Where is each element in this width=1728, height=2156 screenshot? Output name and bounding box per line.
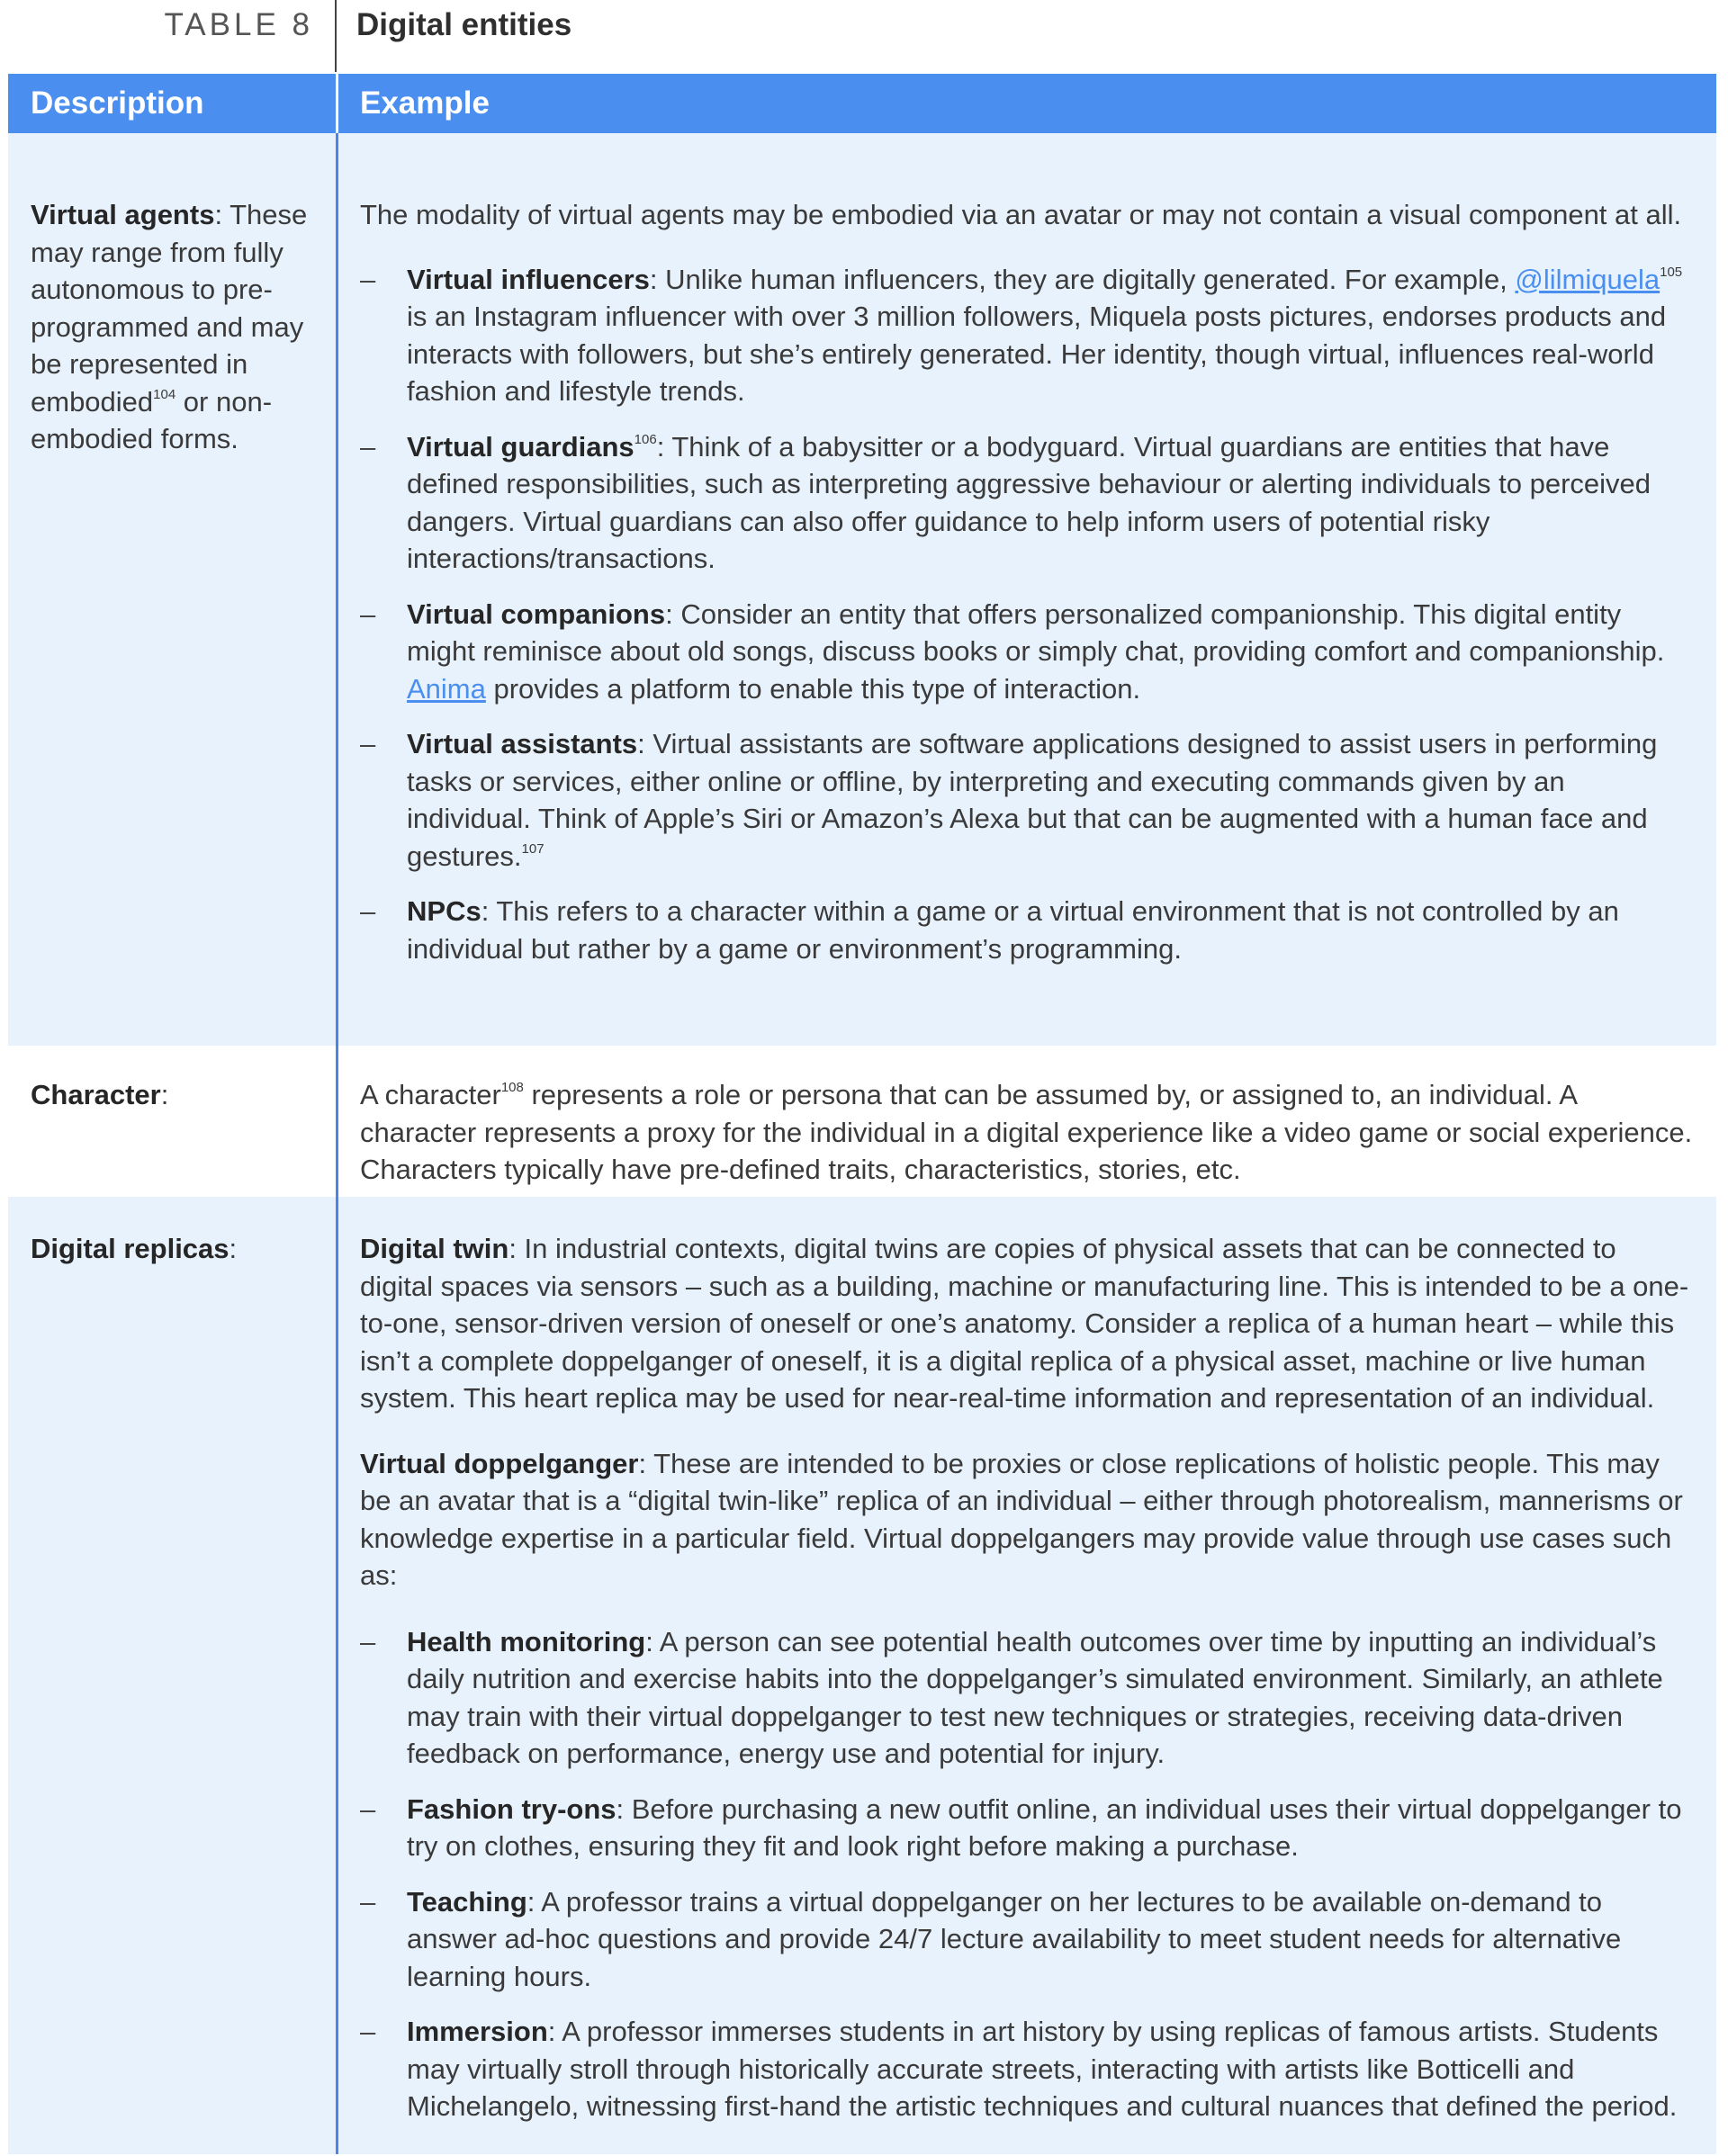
item-term: Virtual assistants — [407, 728, 638, 759]
list-item: – Virtual influencers: Unlike human influencers, they are digitally generated. For example, @lilmiquela$^{105}$ is an Instagram influencer with over 3 million followers, Miquela posts pictures, endorses products and interacts with followers, but she’s entirely generated. Her identity, though virtual, influences real-world fashion and lifestyle trends. — [360, 261, 1696, 410]
table-row — [8, 1197, 1716, 2154]
use-case-list — [360, 1623, 1696, 2125]
example-cell — [336, 133, 1716, 1046]
table-row — [8, 1046, 1716, 1197]
list-item: – Virtual assistants: Virtual assistants are software applications designed to assist users in performing tasks or services, either online or offline, by interpreting and executing commands given by an individual. Think of Apple’s Siri or Amazon’s Alexa but that can be augmented with a human face and gestures.$^{107}$ — [360, 725, 1696, 875]
description-text: Digital replicas: — [31, 1233, 238, 1264]
header-description: Description — [31, 85, 204, 121]
footnote-ref: 106 — [634, 431, 657, 447]
description-term: Character — [31, 1079, 161, 1110]
list-item: – Teaching: A professor trains a virtual doppelganger on her lectures to be available on-demand to answer ad-hoc questions and provide 24/7 lecture availability to meet student needs for alternative learning hours. — [360, 1883, 1696, 1996]
description-cell — [8, 133, 336, 1046]
item-term: NPCs — [407, 895, 482, 927]
table-header-row — [8, 74, 1716, 133]
item-term: Virtual doppelganger — [360, 1447, 639, 1479]
description-text: Virtual agents: These may range from fully autonomous to pre-programmed and may be represented in embodied$^{104}$ or non-embodied forms. — [31, 199, 308, 454]
anima-link[interactable]: Anima — [407, 672, 486, 705]
header-example: Example — [336, 74, 1716, 133]
example-cell — [336, 1046, 1716, 1197]
description-cell — [8, 1046, 336, 1197]
title-divider — [335, 0, 337, 72]
list-item: – Fashion try-ons: Before purchasing a new outfit online, an individual uses their virtual doppelganger to try on clothes, ensuring they fit and look right before making a purchase. — [360, 1791, 1696, 1865]
table-row — [8, 133, 1716, 1046]
example-list — [360, 261, 1696, 968]
list-item: – Health monitoring: A person can see potential health outcomes over time by inputting an individual’s daily nutrition and exercise habits into the doppelganger’s simulated environment. Similarly, an athlete may train with their virtual doppelganger to test new techniques or strategies, receiving data-driven feedback on performance, energy use and potential for injury. — [360, 1623, 1696, 1773]
list-item: – Virtual guardians$^{106}$: Think of a babysitter or a bodyguard. Virtual guardians are entities that have defined responsibilities, such as interpreting aggressive behaviour or alerting individuals to perceived dangers. Virtual guardians can also offer guidance to help inform users of potential risky interactions/transactions. — [360, 428, 1696, 578]
digital-twin-paragraph: Digital twin: In industrial contexts, digital twins are copies of physical assets that can be connected to digital spaces via sensors – such as a building, machine or manufacturing line. This is intended to be a one-to-one, sensor-driven version of oneself or one’s anatomy. Consider a replica of a human heart – while this isn’t a complete doppelganger of oneself, it is a digital replica of a physical asset, machine or live human system. This heart replica may be used for near-real-time information and representation of an individual. — [360, 1233, 1689, 1414]
digital-entities-table — [8, 74, 1716, 2154]
description-term: Virtual agents — [31, 199, 215, 230]
lilmiquela-link[interactable]: @lilmiquela — [1515, 263, 1660, 295]
table-title-row — [0, 0, 1728, 72]
description-cell — [8, 1197, 336, 2154]
item-term: Immersion — [407, 2016, 548, 2047]
item-term: Digital twin — [360, 1233, 509, 1264]
footnote-ref: 108 — [500, 1080, 524, 1095]
table-title: Digital entities — [356, 7, 572, 42]
list-item: – Virtual companions: Consider an entity that offers personalized companionship. This digital entity might reminisce about old songs, discuss books or simply chat, providing comfort and companionship. Anima provides a platform to enable this type of interaction. — [360, 596, 1696, 708]
footnote-ref: 107 — [521, 840, 544, 857]
item-term: Teaching — [407, 1885, 527, 1918]
list-item: – NPCs: This refers to a character within a game or a virtual environment that is not controlled by an individual but rather by a game or environment’s programming. — [360, 893, 1696, 967]
description-term: Digital replicas — [31, 1233, 230, 1264]
footnote-ref: 104 — [153, 386, 176, 402]
description-text: Character: — [31, 1079, 169, 1110]
item-term: Health monitoring — [407, 1625, 646, 1657]
footnote-ref: 105 — [1660, 264, 1683, 280]
item-term: Fashion try-ons — [407, 1792, 616, 1825]
item-term: Virtual companions — [407, 597, 666, 630]
table-number: TABLE 8 — [164, 7, 313, 42]
example-text: A character$^{108}$ represents a role or persona that can be assumed by, or assigned to, an individual. A character represents a proxy for the individual in a digital experience like a video game or social experience. Characters typically have pre-defined traits, characteristics, stories, etc. — [360, 1079, 1693, 1185]
example-intro: The modality of virtual agents may be embodied via an avatar or may not contain a visual component at all. — [360, 199, 1682, 230]
list-item: – Immersion: A professor immerses students in art history by using replicas of famous artists. Students may virtually stroll through historically accurate streets, interacting with artists like Botticelli and Michelangelo, witnessing first-hand the artistic techniques and cultural nuances that defined the period. — [360, 2013, 1696, 2125]
example-cell — [336, 1197, 1716, 2154]
item-term: Virtual influencers — [407, 263, 650, 295]
item-term: Virtual guardians — [407, 430, 634, 463]
virtual-doppelganger-paragraph: Virtual doppelganger: These are intended to be proxies or close replications of holistic people. This may be an avatar that is a “digital twin-like” replica of an individual – either through photorealism, mannerisms or knowledge expertise in a particular field. Virtual doppelgangers may provide value through use cases such as: — [360, 1447, 1683, 1591]
